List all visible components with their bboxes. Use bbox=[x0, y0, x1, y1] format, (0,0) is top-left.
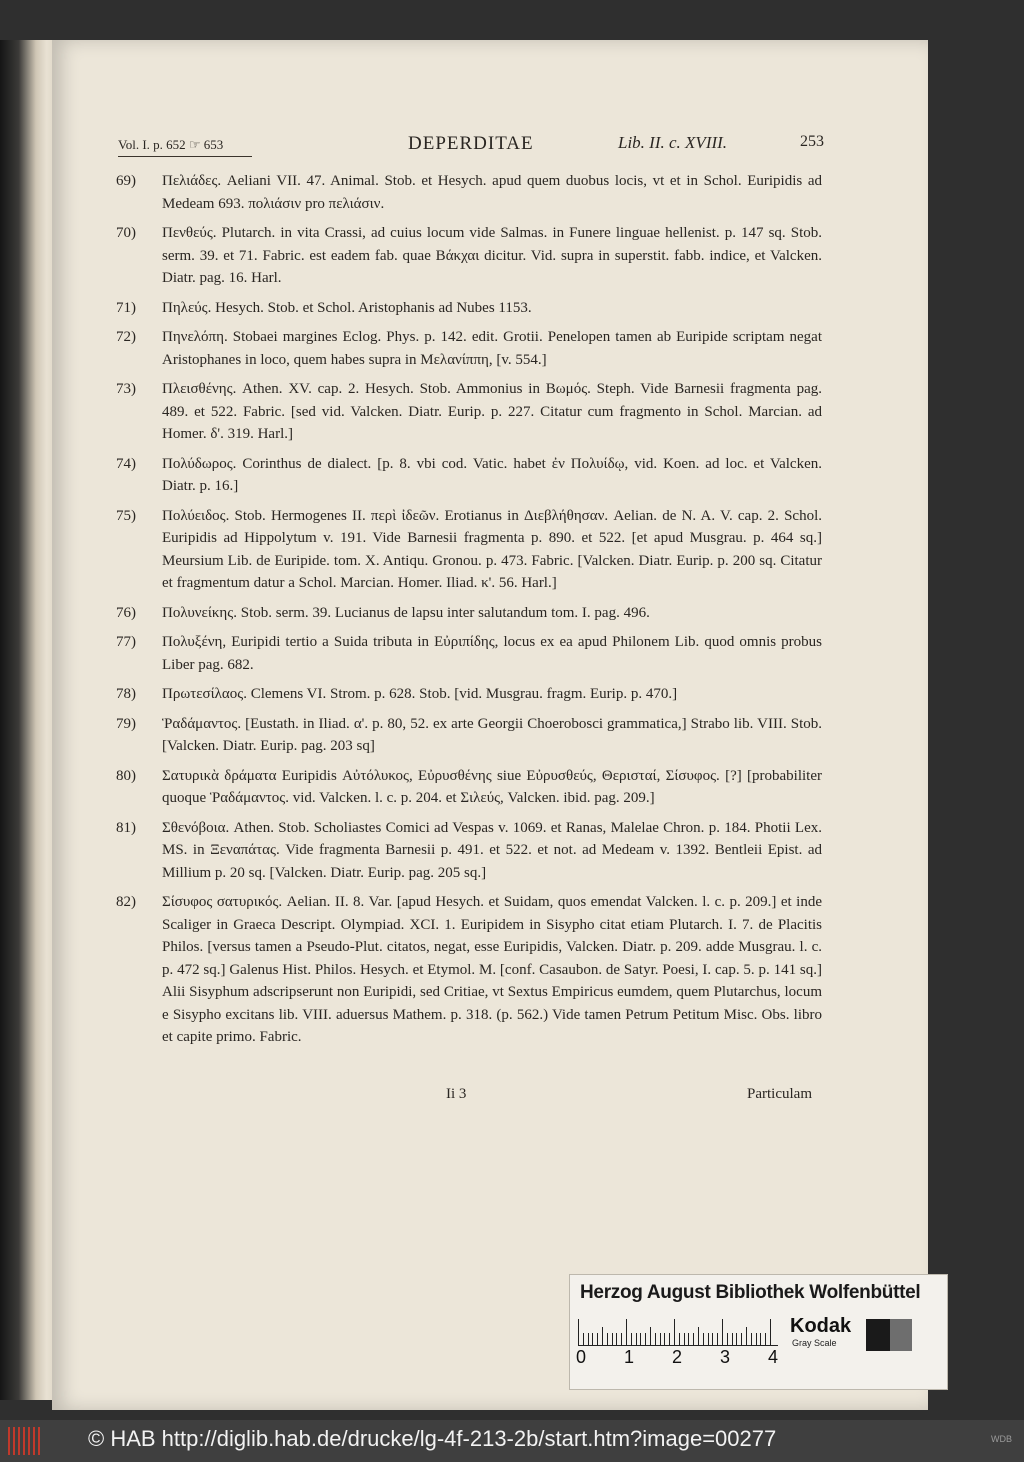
ruler-tick bbox=[588, 1333, 589, 1345]
entry-text: Σθενόβοια. Athen. Stob. Scholiastes Comici ad Vespas v. 1069. et Ranas, Malelae Chron. p. 184. Photii Lex. MS. in Ξεναπάτας. Vide fragmenta Barnesii p. 491. et 522. et not. ad Medeam v. 1392. Bentleii Epist. ad Millium p. 20 sq. [Valcken. Diatr. Eurip. pag. 205 sq.] bbox=[162, 819, 822, 881]
entry-72 bbox=[116, 326, 822, 371]
ruler-tick bbox=[717, 1333, 718, 1345]
ruler-tick bbox=[698, 1327, 699, 1345]
gray-swatch bbox=[890, 1319, 912, 1351]
entry-number: 70) bbox=[116, 225, 136, 241]
entry-81 bbox=[116, 817, 822, 885]
entry-text: Πολυξένη, Euripidi tertio a Suida tributa in Εὐριπίδης, locus ex ea apud Philonem Lib. quod omnis probus Liber pag. 682. bbox=[162, 634, 822, 673]
entry-number: 80) bbox=[116, 767, 136, 784]
library-name: Herzog August Bibliothek Wolfenbüttel bbox=[580, 1282, 921, 1303]
ruler-tick bbox=[602, 1327, 603, 1345]
ruler-tick bbox=[679, 1333, 680, 1345]
ruler-tick bbox=[688, 1333, 689, 1345]
ruler-tick bbox=[712, 1333, 713, 1345]
ruler-tick bbox=[612, 1333, 613, 1345]
entry-77 bbox=[116, 631, 822, 676]
ruler-tick bbox=[660, 1333, 661, 1345]
catchword: Particulam bbox=[747, 1086, 812, 1102]
entry-text: Σίσυφος σατυρικός. Aelian. II. 8. Var. [apud Hesych. et Suidam, quos emendat Valcken. l. c. p. 209.] et inde Scaliger in Graeca Descript. Olympiad. XCI. 1. Euripidem in Sisypho citat etiam Plutarch. I. 7. de Placitis Philos. [versus tamen a Pseudo-Plut. citatos, negat, esse Euripidis, Valcken. Diatr. p. 209. adde Musgrau. l. c. p. 472 sq.] Galenus Hist. Philos. Hesych. et Etymol. M. [conf. Casaubon. de Satyr. Poesi, I. cap. 5. p. 141 sq.] Alii Sisyphum adscripserunt non Euripidi, sed Critiae, vt Sextus Empiricus eumdem, quem Plutarchus, locum e Sisypho excitans lib. VIII. aduersus Mathem. p. 318. (p. 562.) Vide tamen Petrum Petitum Misc. Obs. libro et capite primo. Fabric. bbox=[162, 894, 822, 1045]
ruler-tick bbox=[645, 1333, 646, 1345]
header-volume-ref: Vol. I. p. 652 ☞ 653 bbox=[118, 137, 224, 152]
entry-text: Πολύειδος. Stob. Hermogenes II. περὶ ἰδεῶν. Erotianus in Διεβλήθησαν. Aelian. de N. A. V. cap. 2. Schol. Euripidis ad Hippolytum v. 191. Vide Barnesii fragmenta p. 890. et 522. [et apud Musgrau. p. 464 sq.] Meursium Lib. de Euripide. tom. X. Antiqu. Gronou. p. 473. Fabric. [Valcken. Diatr. Eurip. p. 200 sq. Citatur et fragmentum datur a Schol. Marcian. Homer. Iliad. κ'. 56. Harl.] bbox=[162, 507, 822, 591]
footer-bar bbox=[0, 1420, 1024, 1462]
page-number: 253 bbox=[800, 133, 824, 150]
entry-number: 81) bbox=[116, 819, 136, 836]
ruler-tick bbox=[664, 1333, 665, 1345]
entry-number: 79) bbox=[116, 715, 136, 732]
entry-text: Πλεισθένης. Athen. XV. cap. 2. Hesych. Stob. Ammonius in Βωμός. Steph. Vide Barnesii fragmenta pag. 489. et 522. Fabric. [sed vid. Valcken. Diatr. Eurip. p. 227. Citatur cum fragmento in Schol. Marcian. ad Homer. δ'. 319. Harl.] bbox=[162, 381, 822, 442]
scale-number: 0 bbox=[576, 1347, 587, 1367]
signature-mark: Ii 3 bbox=[446, 1086, 467, 1102]
ruler-tick bbox=[640, 1333, 641, 1345]
entry-number: 74) bbox=[116, 455, 136, 472]
ruler-tick bbox=[770, 1319, 771, 1345]
ruler-tick bbox=[722, 1319, 723, 1345]
ruler-tick bbox=[607, 1333, 608, 1345]
ruler-tick bbox=[736, 1333, 737, 1345]
kodak-logo: Kodak bbox=[790, 1315, 852, 1337]
ruler-tick bbox=[703, 1333, 704, 1345]
entry-number: 71) bbox=[116, 299, 136, 316]
entry-71 bbox=[116, 297, 822, 320]
entry-73 bbox=[116, 378, 822, 446]
ruler-tick bbox=[732, 1333, 733, 1345]
entry-82 bbox=[116, 891, 822, 1049]
entry-text: Πενθεύς. Plutarch. in vita Crassi, ad cuius locum vide Salmas. in Funere linguae hellenist. p. 147 sq. Stob. serm. 39. et 71. Fabric. est eadem fab. quae Βάκχαι dicitur. Vid. supra in superstit. fabb. indice, et Valcken. Diatr. pag. 16. Harl. bbox=[162, 225, 822, 286]
ruler-tick bbox=[621, 1333, 622, 1345]
header-book-chapter: Lib. II. c. XVIII. bbox=[618, 133, 728, 152]
scale-number: 4 bbox=[768, 1347, 779, 1367]
entry-79 bbox=[116, 713, 822, 758]
scale-number: 2 bbox=[672, 1347, 683, 1367]
color-reference-card bbox=[569, 1274, 948, 1390]
entry-text: Πηλεύς. Hesych. Stob. et Schol. Aristophanis ad Nubes 1153. bbox=[162, 299, 532, 316]
entry-text: Πολύδωρος. Corinthus de dialect. [p. 8. vbi cod. Vatic. habet ἐν Πολυίδῳ, vid. Koen. ad loc. et Valcken. Diatr. p. 16.] bbox=[162, 455, 822, 494]
ruler-tick bbox=[751, 1333, 752, 1345]
entry-text: Σατυρικὰ δράματα Euripidis Αὐτόλυκος, Εὐρυσθένης siue Εὐρυσθεύς, Θερισταί, Σίσυφος. [?] [probabiliter quoque Ῥαδάμαντος. vid. Valcken. l. c. p. 204. et Σιλεύς, Valcken. ibid. pag. 209.] bbox=[162, 767, 822, 806]
entry-80 bbox=[116, 765, 822, 810]
entry-text: Ῥαδάμαντος. [Eustath. in Iliad. α'. p. 80, 52. ex arte Georgii Choerobosci grammatica,] Strabo lib. VIII. Stob. [Valcken. Diatr. Eurip. pag. 203 sq] bbox=[162, 715, 822, 754]
footer-copyright-link[interactable]: © HAB http://diglib.hab.de/drucke/lg-4f-213-2b/start.htm?image=00277 bbox=[88, 1426, 777, 1451]
ruler-tick bbox=[650, 1327, 651, 1345]
ruler-tick bbox=[669, 1333, 670, 1345]
entry-number: 77) bbox=[116, 634, 136, 650]
gray-scale-label: Gray Scale bbox=[792, 1338, 837, 1348]
ruler-tick bbox=[760, 1333, 761, 1345]
ruler-tick bbox=[746, 1327, 747, 1345]
header-underline bbox=[118, 156, 252, 157]
scale-number: 1 bbox=[624, 1347, 635, 1367]
ruler-tick bbox=[693, 1333, 694, 1345]
ruler-tick bbox=[684, 1333, 685, 1345]
ruler-tick bbox=[583, 1333, 584, 1345]
scale-number: 3 bbox=[720, 1347, 731, 1367]
ruler-tick bbox=[631, 1333, 632, 1345]
header-title: DEPERDITAE bbox=[408, 133, 534, 154]
entries-list bbox=[116, 170, 822, 1056]
ruler-tick bbox=[578, 1319, 579, 1345]
ruler-tick bbox=[741, 1333, 742, 1345]
entry-70 bbox=[116, 222, 822, 290]
entry-78 bbox=[116, 683, 822, 706]
entry-number: 82) bbox=[116, 894, 136, 910]
entry-number: 69) bbox=[116, 173, 136, 189]
entry-text: Πρωτεσίλαος. Clemens VI. Strom. p. 628. Stob. [vid. Musgrau. fragm. Eurip. p. 470.] bbox=[162, 686, 678, 702]
ruler-tick bbox=[636, 1333, 637, 1345]
ruler-tick bbox=[674, 1319, 675, 1345]
entry-number: 75) bbox=[116, 507, 136, 524]
ruler-tick bbox=[708, 1333, 709, 1345]
ruler-tick bbox=[765, 1333, 766, 1345]
ruler-tick bbox=[756, 1333, 757, 1345]
page-foot bbox=[116, 1086, 822, 1110]
black-swatch bbox=[866, 1319, 890, 1351]
entry-text: Πελιάδες. Aeliani VII. 47. Animal. Stob. et Hesych. apud quem duobus locis, vt et in Schol. Euripidis ad Medeam 693. πολιάσιν pro πελιάσιν. bbox=[162, 173, 822, 212]
entry-text: Πηνελόπη. Stobaei margines Eclog. Phys. p. 142. edit. Grotii. Penelopen tamen ab Euripide scriptam negat Aristophanes in loco, quem habes supra in Μελανίππη, [v. 554.] bbox=[162, 329, 822, 368]
entry-69 bbox=[116, 170, 822, 215]
scale-ruler bbox=[578, 1317, 778, 1346]
entry-text: Πολυνείκης. Stob. serm. 39. Lucianus de lapsu inter salutandum tom. I. pag. 496. bbox=[162, 604, 650, 621]
entry-74 bbox=[116, 453, 822, 498]
ruler-tick bbox=[655, 1333, 656, 1345]
entry-number: 73) bbox=[116, 381, 136, 397]
footer-mark: WDB bbox=[991, 1434, 1012, 1444]
ruler-tick bbox=[626, 1319, 627, 1345]
entry-76 bbox=[116, 602, 822, 625]
entry-75 bbox=[116, 505, 822, 595]
ruler-tick bbox=[597, 1333, 598, 1345]
hab-logo-icon bbox=[8, 1427, 40, 1455]
ruler-tick bbox=[592, 1333, 593, 1345]
ruler-tick bbox=[616, 1333, 617, 1345]
entry-number: 78) bbox=[116, 686, 136, 702]
ruler-tick bbox=[727, 1333, 728, 1345]
entry-number: 72) bbox=[116, 329, 136, 345]
entry-number: 76) bbox=[116, 604, 136, 621]
